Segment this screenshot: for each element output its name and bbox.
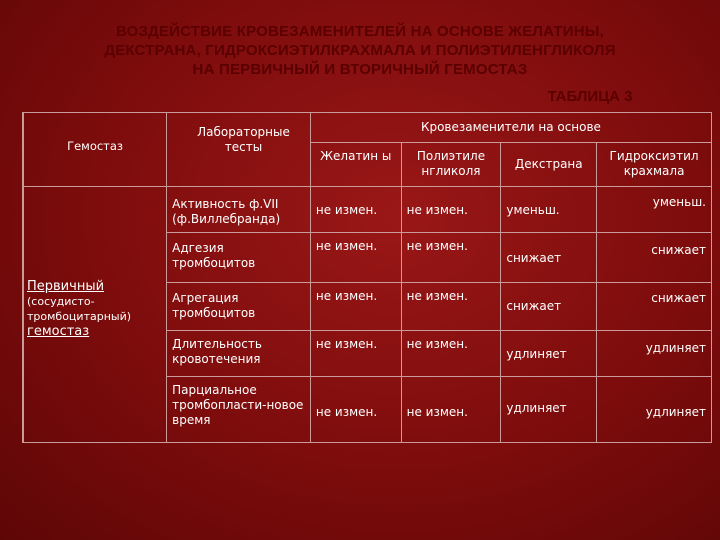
cell-dextran: удлиняет — [501, 331, 597, 377]
hemostasis-table — [22, 112, 712, 443]
title-line-3: НА ПЕРВИЧНЫЙ И ВТОРИЧНЫЙ ГЕМОСТАЗ — [192, 61, 528, 78]
cell-hes: снижает — [597, 233, 712, 283]
cell-gelatin: не измен. — [310, 233, 401, 283]
cell-peg: не измен. — [401, 331, 501, 377]
cell-hes: удлиняет — [597, 377, 712, 443]
cell-dextran: уменьш. — [501, 187, 597, 233]
title-line-1: ВОЗДЕЙСТВИЕ КРОВЕЗАМЕНИТЕЛЕЙ НА ОСНОВЕ ЖЕЛАТИНЫ, — [115, 23, 605, 40]
cell-gelatin: не измен. — [310, 283, 401, 331]
cell-peg: не измен. — [401, 233, 501, 283]
header-lab-tests: Лабораторные тесты — [167, 113, 311, 187]
header-hemostasis: Гемостаз — [23, 113, 167, 187]
header-gelatin: Желатин ы — [310, 143, 401, 187]
cell-dextran: снижает — [501, 283, 597, 331]
cell-dextran: снижает — [501, 233, 597, 283]
test-name: Длительность кровотечения — [167, 331, 311, 377]
cell-hes: удлиняет — [597, 331, 712, 377]
section-primary-hemostasis — [23, 187, 167, 443]
cell-gelatin: не измен. — [310, 331, 401, 377]
cell-gelatin: не измен. — [310, 377, 401, 443]
header-dextran: Декстрана — [501, 143, 597, 187]
cell-dextran: удлиняет — [501, 377, 597, 443]
cell-peg: не измен. — [401, 187, 501, 233]
table-number: ТАБЛИЦА 3 — [547, 88, 633, 105]
test-name: Парциальное тромбопласти-новое время — [167, 377, 311, 443]
slide-title — [30, 22, 690, 79]
table-row — [23, 187, 712, 233]
cell-hes: уменьш. — [597, 187, 712, 233]
header-peg: Полиэтиле нгликоля — [401, 143, 501, 187]
section-label-hemostasis: гемостаз — [27, 324, 90, 339]
section-label-vascular: (сосудисто-тромбоцитарный) — [27, 295, 132, 323]
header-hes: Гидроксиэтил крахмала — [597, 143, 712, 187]
header-substitutes-group: Кровезаменители на основе — [310, 113, 711, 143]
test-name: Адгезия тромбоцитов — [167, 233, 311, 283]
cell-peg: не измен. — [401, 283, 501, 331]
cell-hes: снижает — [597, 283, 712, 331]
title-line-2: ДЕКСТРАНА, ГИДРОКСИЭТИЛКРАХМАЛА И ПОЛИЭТИЛЕНГЛИКОЛЯ — [104, 42, 616, 59]
test-name: Агрегация тромбоцитов — [167, 283, 311, 331]
cell-gelatin: не измен. — [310, 187, 401, 233]
cell-peg: не измен. — [401, 377, 501, 443]
test-name: Активность ф.VII (ф.Виллебранда) — [167, 187, 311, 233]
section-label-primary: Первичный — [27, 279, 105, 294]
